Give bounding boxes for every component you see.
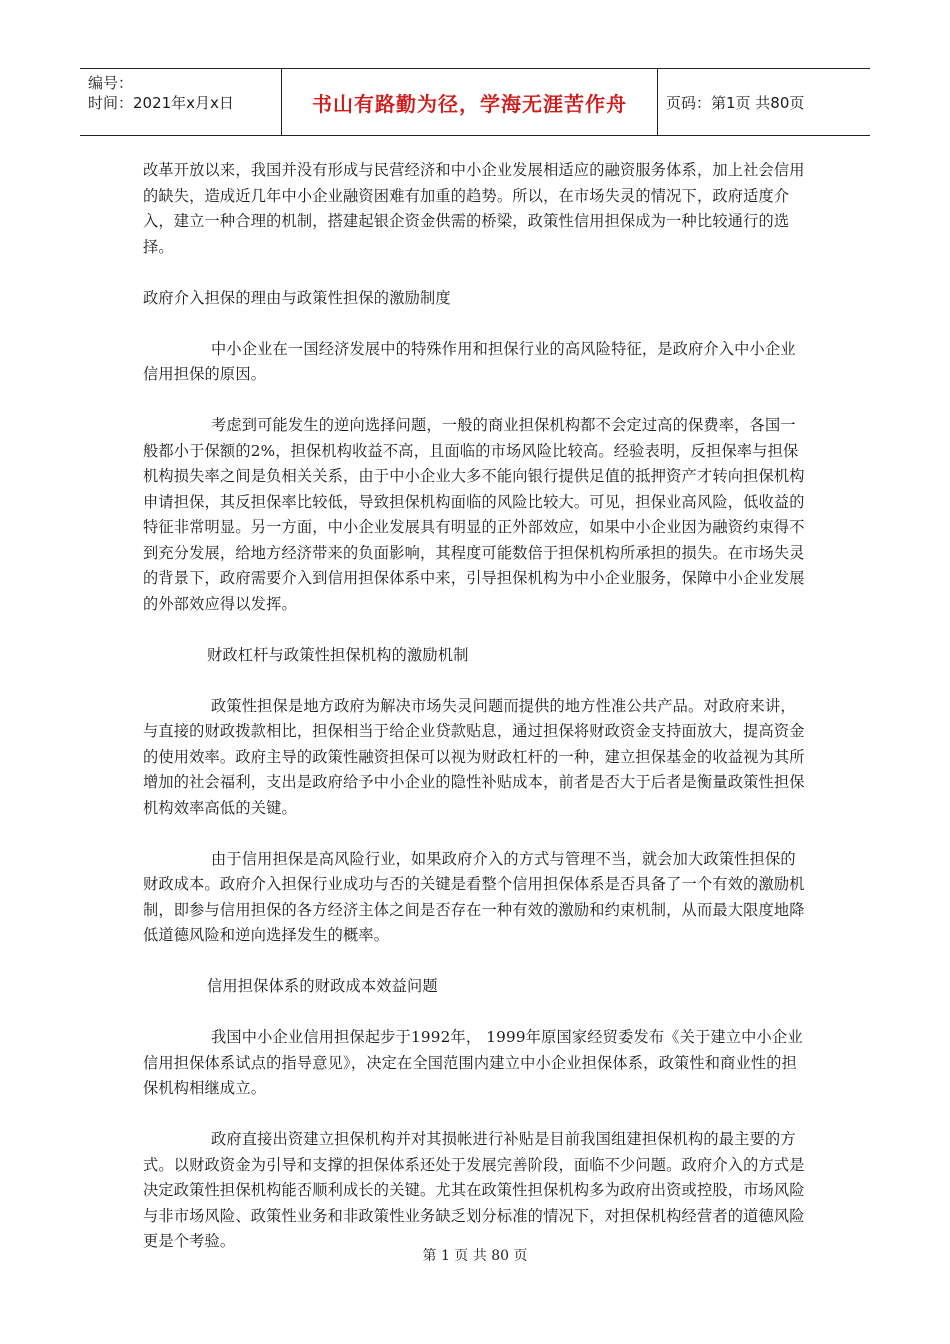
header-page-info: 页码：第1页 共80页 [666, 93, 805, 112]
body-paragraph: 政府直接出资建立担保机构并对其损帐进行补贴是目前我国组建担保机构的最主要的方式。以财政资金为引导和支撑的担保体系还处于发展完善阶段，面临不少问题。政府介入的方式是决定政策性担保机构能否顺利成长的关键。尤其在政策性担保机构多为政府出资或控股，市场风险与非市场风险、政策性业务和非政策性业务缺乏划分标准的情况下，对担保机构经营者的道德风险更是个考验。 [143, 1130, 805, 1250]
page-footer: 第 1 页 共 80 页 [422, 1248, 528, 1264]
document-date-label: 时间：2021年x月x日 [88, 94, 234, 112]
document-number-label: 编号： [88, 74, 134, 92]
body-paragraph: 我国中小企业信用担保起步于1992年， 1999年原国家经贸委发布《关于建立中小企业信用担保体系试点的指导意见》，决定在全国范围内建立中小企业担保体系，政策性和商业性的担保机构相继成立。 [143, 1028, 803, 1097]
section-heading: 信用担保体系的财政成本效益问题 [207, 977, 438, 995]
document-body [143, 158, 807, 1280]
body-paragraph: 政策性担保是地方政府为解决市场失灵问题而提供的地方性准公共产品。对政府来讲，与直接的财政拨款相比，担保相当于给企业贷款贴息，通过担保将财政资金支持面放大，提高资金的使用效率。政府主导的政策性融资担保可以视为财政杠杆的一种，建立担保基金的收益视为其所增加的社会福利，支出是政府给予中小企业的隐性补贴成本，前者是否大于后者是衡量政策性担保机构效率高低的关键。 [143, 696, 805, 817]
section-heading: 财政杠杆与政策性担保机构的激励机制 [207, 645, 469, 664]
document-header [80, 68, 870, 136]
body-paragraph: 中小企业在一国经济发展中的特殊作用和担保行业的高风险特征，是政府介入中小企业信用担保的原因。 [143, 339, 796, 383]
body-paragraph: 改革开放以来，我国并没有形成与民营经济和中小企业发展相适应的融资服务体系，加上社会信用的缺失，造成近几年中小企业融资困难有加重的趋势。所以，在市场失灵的情况下，政府适度介入，建立一种合理的机制，搭建起银企资金供需的桥梁，政策性信用担保成为一种比较通行的选择。 [143, 161, 805, 256]
section-heading: 政府介入担保的理由与政策性担保的激励制度 [143, 288, 451, 307]
body-paragraph: 由于信用担保是高风险行业，如果政府介入的方式与管理不当，就会加大政策性担保的财政成本。政府介入担保行业成功与否的关键是看整个信用担保体系是否具备了一个有效的激励机制，即参与信用担保的各方经济主体之间是否存在一种有效的激励和约束机制，从而最大限度地降低道德风险和逆向选择发生的概率。 [143, 849, 805, 944]
body-paragraph: 考虑到可能发生的逆向选择问题，一般的商业担保机构都不会定过高的保费率，各国一般都小于保额的2%，担保机构收益不高，且面临的市场风险比较高。经验表明，反担保率与担保机构损失率之间是负相关关系，由于中小企业大多不能向银行提供足值的抵押资产才转向担保机构申请担保，其反担保率比较低，导致担保机构面临的风险比较大。可见，担保业高风险，低收益的特征非常明显。另一方面，中小企业发展具有明显的正外部效应，如果中小企业因为融资约束得不到充分发展，给地方经济带来的负面影响，其程度可能数倍于担保机构所承担的损失。在市场失灵的背景下，政府需要介入到信用担保体系中来，引导担保机构为中小企业服务，保障中小企业发展的外部效应得以发挥。 [143, 416, 805, 613]
header-motto: 书山有路勤为径，学海无涯苦作舟 [282, 69, 658, 135]
header-meta-cell [80, 69, 282, 135]
